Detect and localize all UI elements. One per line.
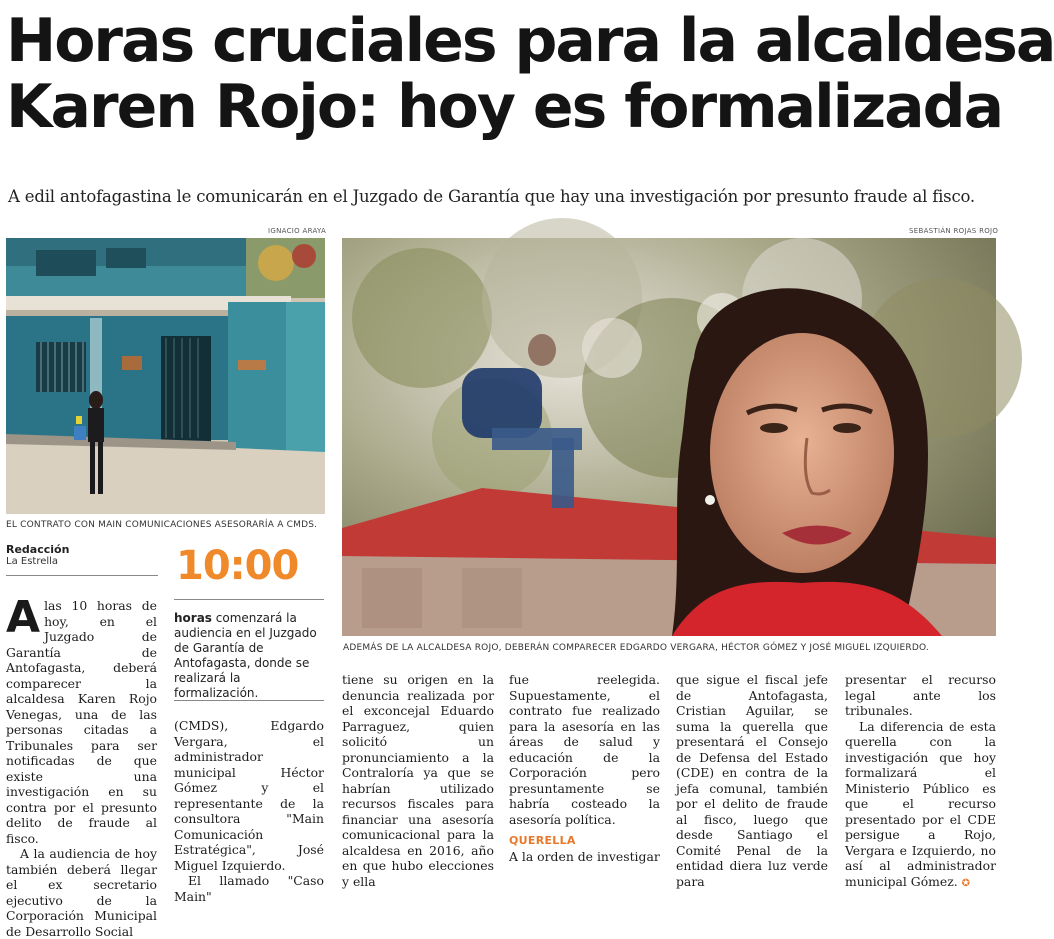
highlight-rule-bottom <box>174 700 324 701</box>
headline <box>6 6 1054 142</box>
col1-paragraph-2: A la audiencia de hoy también deberá llegar el ex secretario ejecutivo de la Corporación Municipal de Desarrollo Social <box>6 846 157 939</box>
highlight-time: 10:00 <box>176 543 299 589</box>
article-column-3 <box>342 672 494 889</box>
headline-line-2: Karen Rojo: hoy es formalizada <box>6 72 1003 142</box>
col6-paragraph-1: presentar el recurso legal ante los tribunales. <box>845 672 996 718</box>
photo-right-caption: ADEMÁS DE LA ALCALDESA ROJO, DEBERÁN COMPARECER EDGARDO VERGARA, HÉCTOR GÓMEZ Y JOSÉ MIGUEL IZQUIERDO. <box>343 643 929 653</box>
subheadline: A edil antofagastina le comunicarán en el Juzgado de Garantía que hay una investigación por presunto fraude al fisco. <box>8 187 975 206</box>
col4-paragraph-2: A la orden de investigar <box>509 848 660 864</box>
col1-paragraph-1: las 10 horas de hoy, en el Juzgado de Garantía de Antofagasta, deberá comparecer la alcaldesa Karen Rojo Venegas, una de las personas citadas a Tribunales para ser notificadas de que existe una investigación en su contra por el presunto delito de fraude al fisco. <box>6 598 157 846</box>
dropcap: A <box>6 592 41 643</box>
portrait-illustration <box>342 238 996 636</box>
photo-left-credit: IGNACIO ARAYA <box>268 227 327 235</box>
headline-line-1: Horas cruciales para la alcaldesa <box>6 6 1054 76</box>
col2-paragraph-1: (CMDS), Edgardo Vergara, el administrador municipal Héctor Gómez y el representante de la consultora "Main Comunicación Estratégica", José Miguel Izquierdo. <box>174 718 324 873</box>
photo-left-caption: EL CONTRATO CON MAIN COMUNICACIONES ASESORARÍA A CMDS. <box>6 520 318 530</box>
highlight-rule-top <box>174 599 324 600</box>
highlight-bold: horas <box>174 611 212 625</box>
byline-rule <box>6 575 158 576</box>
section-subhead: QUERELLA <box>509 834 576 847</box>
highlight-text <box>174 611 324 701</box>
portrait-photo <box>342 238 996 636</box>
byline-author: Redacción <box>6 543 70 556</box>
highlight-body: comenzará la audiencia en el Juzgado de Garantía de Antofagasta, donde se realizará la formalización. <box>174 611 317 700</box>
building-photo <box>6 238 325 514</box>
col2-paragraph-2: El llamado "Caso Main" <box>174 873 324 904</box>
article-column-5 <box>676 672 828 889</box>
end-mark-icon: ✪ <box>961 877 971 889</box>
col6-paragraph-2: La diferencia de esta querella con la investigación que hoy formalizará el Ministerio Público es que el recurso presentado por el CDE persigue a Rojo, Vergara e Izquierdo, no así al administrador municipal Gómez. <box>845 718 996 889</box>
col4-paragraph-1: fue reelegida. Supuestamente, el contrato fue realizado para la asesoría en las áreas de salud y educación de la Corporación pero presuntamente se habría costeado la asesoría política. <box>509 672 660 827</box>
photo-right-credit: SEBASTIÁN ROJAS ROJO <box>909 227 999 235</box>
building-illustration <box>6 238 325 514</box>
byline <box>6 543 166 567</box>
article-column-2 <box>174 718 324 904</box>
article-column-1 <box>6 592 157 939</box>
article-column-4 <box>509 672 660 864</box>
col5-paragraph-1: que sigue el fiscal jefe de Antofagasta, Cristian Aguilar, se suma la querella que presentará el Consejo de Defensa del Estado (CDE) en contra de la jefa comunal, también por el delito de fraude al fisco, luego que desde Santiago el Comité Penal de la entidad diera luz verde para <box>676 672 828 889</box>
article-column-6 <box>845 672 996 891</box>
byline-org: La Estrella <box>6 556 59 567</box>
col3-paragraph-1: tiene su origen en la denuncia realizada por el exconcejal Eduardo Parraguez, quien solicitó un pronunciamiento a la Contraloría ya que se habrían utilizado recursos fiscales para financiar una asesoría comunicacional para la alcaldesa en 2016, año en que hubo elecciones y ella <box>342 672 494 889</box>
